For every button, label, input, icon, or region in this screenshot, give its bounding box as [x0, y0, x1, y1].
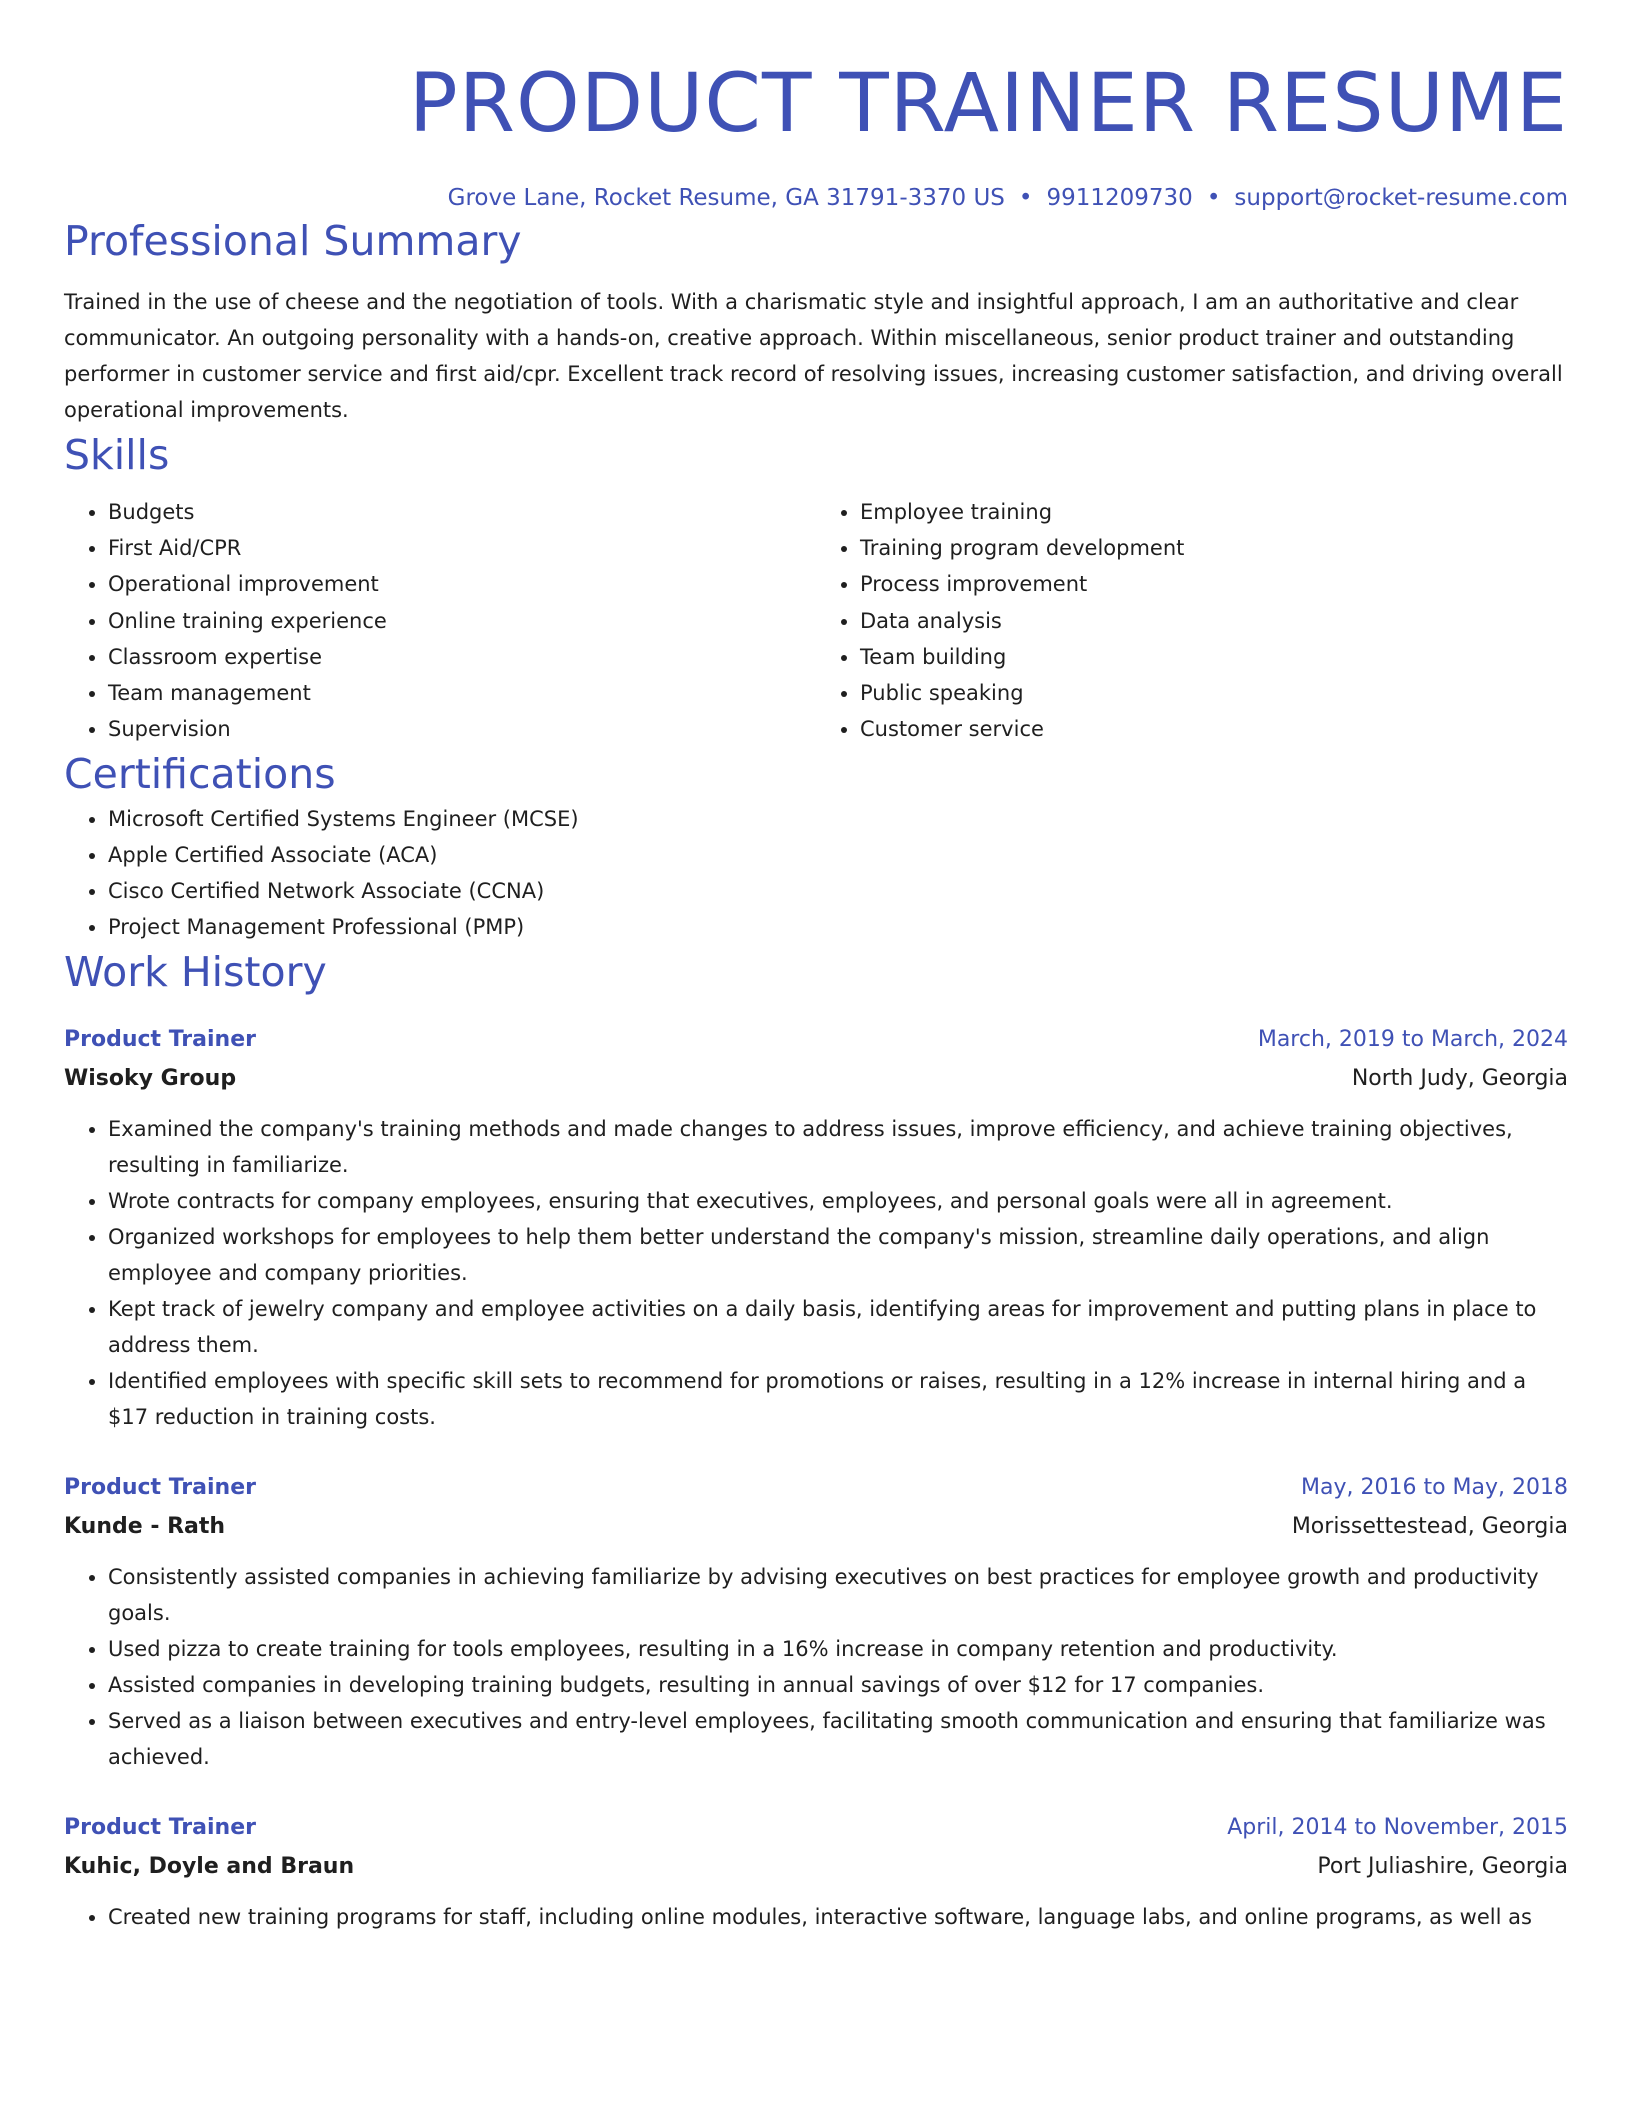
certification-item: • Apple Certified Associate (ACA): [108, 837, 1568, 873]
job-company: Kuhic, Doyle and Braun: [64, 1854, 355, 1880]
job-bullet: • Examined the company's training methods and made changes to address issues, improve efficiency, and achieve training objectives, resulting in familiarize.: [108, 1111, 1568, 1183]
contact-line: [64, 182, 1568, 214]
job-title: Product Trainer: [64, 1027, 256, 1053]
job-bullets: [64, 1111, 1568, 1435]
skill-item: • Process improvement: [860, 566, 1568, 602]
job-bullet: • Consistently assisted companies in achieving familiarize by advising executives on best practices for employee growth and productivity goals.: [108, 1559, 1568, 1631]
job-entry: [64, 1021, 1568, 1435]
job-bullet: • Organized workshops for employees to help them better understand the company's mission, streamline daily operations, and align employee and company priorities.: [108, 1219, 1568, 1291]
certifications-heading: Certifications: [64, 750, 336, 799]
work-history-heading: Work History: [64, 948, 327, 997]
skills-list-left: [64, 494, 816, 747]
skill-item: • First Aid/CPR: [108, 530, 816, 566]
job-company: Wisoky Group: [64, 1066, 237, 1092]
skill-item: • Operational improvement: [108, 566, 816, 602]
job-company-row: [64, 1059, 1568, 1099]
certification-item: • Microsoft Certified Systems Engineer (MCSE): [108, 801, 1568, 837]
certifications-list: [64, 801, 1568, 945]
skills-list-right: [816, 494, 1568, 747]
job-header-row: [64, 1809, 1568, 1847]
resume-title: PRODUCT TRAINER RESUME: [408, 57, 1568, 151]
summary-text: Trained in the use of cheese and the negotiation of tools. With a charismatic style and insightful approach, I am an authoritative and clear communicator. An outgoing personality with a hands-on, creative approach. Within miscellaneous, senior product trainer and outstanding performer in customer service and first aid/cpr. Excellent track record of resolving issues, increasing customer satisfaction, and driving overall operational improvements.: [64, 290, 1563, 422]
job-title: Product Trainer: [64, 1815, 256, 1841]
job-dates: April, 2014 to November, 2015: [1227, 1815, 1568, 1841]
job-location: North Judy, Georgia: [1351, 1066, 1568, 1092]
skill-item: • Budgets: [108, 494, 816, 530]
job-bullet: • Assisted companies in developing training budgets, resulting in annual savings of over $12 for 17 companies.: [108, 1667, 1568, 1703]
job-header-row: [64, 1021, 1568, 1059]
skill-item: • Team management: [108, 675, 816, 711]
skill-item: • Data analysis: [860, 603, 1568, 639]
certification-item: • Project Management Professional (PMP): [108, 909, 1568, 945]
job-bullet: • Served as a liaison between executives and entry-level employees, facilitating smooth communication and ensuring that familiarize was achieved.: [108, 1703, 1568, 1775]
job-bullets: [64, 1899, 1568, 1935]
job-entry: [64, 1469, 1568, 1775]
job-header-row: [64, 1469, 1568, 1507]
job-bullets: [64, 1559, 1568, 1775]
job-bullet: • Used pizza to create training for tools employees, resulting in a 16% increase in company retention and productivity.: [108, 1631, 1568, 1667]
skill-item: • Team building: [860, 639, 1568, 675]
job-company: Kunde - Rath: [64, 1514, 226, 1540]
skill-item: • Online training experience: [108, 603, 816, 639]
contact-phone: 9911209730: [1046, 185, 1193, 211]
contact-separator: •: [1018, 185, 1033, 211]
skill-item: • Customer service: [860, 711, 1568, 747]
contact-separator: •: [1206, 185, 1221, 211]
skill-item: • Public speaking: [860, 675, 1568, 711]
job-bullet: • Kept track of jewelry company and employee activities on a daily basis, identifying areas for improvement and putting plans in place to address them.: [108, 1291, 1568, 1363]
skill-item: • Supervision: [108, 711, 816, 747]
contact-address: Grove Lane, Rocket Resume, GA 31791-3370 US: [447, 185, 1005, 211]
summary-heading: Professional Summary: [64, 217, 522, 265]
job-title: Product Trainer: [64, 1475, 256, 1501]
contact-email: support@rocket-resume.com: [1234, 185, 1568, 211]
job-company-row: [64, 1507, 1568, 1547]
job-location: Morissettestead, Georgia: [1291, 1514, 1568, 1540]
job-location: Port Juliashire, Georgia: [1317, 1854, 1568, 1880]
job-bullet: • Wrote contracts for company employees, ensuring that executives, employees, and personal goals were all in agreement.: [108, 1183, 1568, 1219]
job-bullet: • Created new training programs for staff, including online modules, interactive software, language labs, and online programs, as well as: [108, 1899, 1568, 1935]
skill-item: • Classroom expertise: [108, 639, 816, 675]
job-entry: [64, 1809, 1568, 1935]
skill-item: • Employee training: [860, 494, 1568, 530]
skills-grid: [64, 494, 1568, 747]
job-dates: May, 2016 to May, 2018: [1301, 1475, 1568, 1501]
skill-item: • Training program development: [860, 530, 1568, 566]
job-dates: March, 2019 to March, 2024: [1257, 1027, 1568, 1053]
certification-item: • Cisco Certified Network Associate (CCNA): [108, 873, 1568, 909]
skills-heading: Skills: [64, 431, 170, 479]
job-company-row: [64, 1847, 1568, 1887]
job-bullet: • Identified employees with specific skill sets to recommend for promotions or raises, resulting in a 12% increase in internal hiring and a $17 reduction in training costs.: [108, 1363, 1568, 1435]
